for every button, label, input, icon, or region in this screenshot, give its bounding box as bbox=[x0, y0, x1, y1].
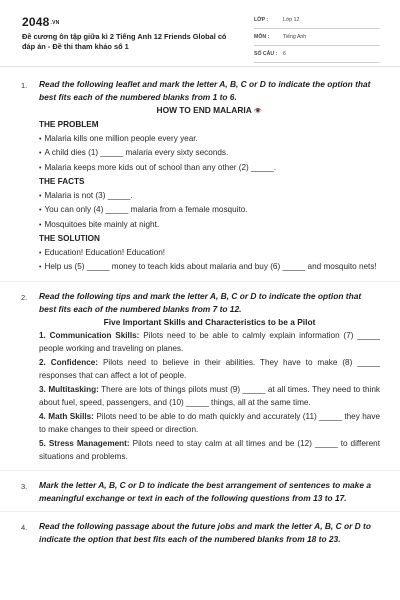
question-4 bbox=[0, 520, 400, 546]
tip-label: 3. Multitasking: bbox=[39, 384, 99, 394]
questions bbox=[0, 78, 400, 546]
question-divider bbox=[0, 281, 400, 282]
list-item: • Education! Education! Education! bbox=[39, 246, 380, 261]
tip-label: 1. Communication Skills: bbox=[39, 330, 140, 340]
question-instruction: Mark the letter A, B, C or D to indicate the best arrangement of sentences to make a meaningful exchange or text in each of the following questions from 13 to 17. bbox=[39, 479, 371, 503]
header-divider bbox=[0, 66, 400, 67]
passage-title-text: HOW TO END MALARIA bbox=[156, 105, 252, 115]
question-instruction: Read the following leaflet and mark the letter A, B, C or D to indicate the option that best fits each of the numbered blanks from 1 to 6. bbox=[39, 79, 371, 102]
meta-value: Lớp 12 bbox=[283, 17, 300, 23]
question-1 bbox=[0, 78, 400, 275]
tip-label: 4. Math Skills: bbox=[39, 411, 94, 421]
tip-item bbox=[39, 410, 380, 437]
list-item: • A child dies (1) _____ malaria every sixty seconds. bbox=[39, 146, 380, 161]
question-number: 4. bbox=[21, 522, 28, 532]
meta-value: 6 bbox=[283, 51, 286, 57]
meta-label: SỐ CÂU : bbox=[254, 51, 278, 57]
meta-value: Tiếng Anh bbox=[283, 34, 307, 40]
question-2 bbox=[0, 290, 400, 464]
tip-item bbox=[39, 356, 380, 383]
list-item: • Malaria is not (3) _____. bbox=[39, 189, 380, 204]
question-divider bbox=[0, 511, 400, 512]
list-item: • Malaria kills one million people every year. bbox=[39, 132, 380, 147]
list-item: • Help us (5) _____ money to teach kids about malaria and buy (6) _____ and mosquito nets! bbox=[39, 260, 380, 275]
tip-text: Pilots need to be able to do math quickly and accurately (11) _____ they have to make changes to their speed or direction. bbox=[39, 411, 380, 434]
question-number: 3. bbox=[21, 481, 28, 491]
meta-row-subject bbox=[254, 32, 380, 46]
tip-item bbox=[39, 437, 380, 464]
logo-sub: .VN bbox=[50, 20, 60, 26]
list-item: • You can only (4) _____ malaria from a female mosquito. bbox=[39, 203, 380, 218]
meta-label: LỚP : bbox=[254, 17, 269, 23]
document-title: Đề cương ôn tập giữa kì 2 Tiếng Anh 12 Friends Global có đáp án - Đề thi tham khảo số 1 bbox=[22, 32, 227, 51]
list-item: • Malaria keeps more kids out of school than any other (2) _____. bbox=[39, 161, 380, 176]
section-heading: THE PROBLEM bbox=[39, 120, 99, 129]
question-3 bbox=[0, 479, 400, 505]
passage-title bbox=[39, 104, 380, 118]
meta-row-count bbox=[254, 49, 380, 63]
meta-label: MÔN : bbox=[254, 34, 270, 40]
meta-box bbox=[254, 15, 380, 66]
question-instruction: Read the following passage about the future jobs and mark the letter A, B, C or D to indicate the option that best fits each of the numbered blanks from 18 to 23. bbox=[39, 520, 371, 544]
list-item: • Mosquitoes bite mainly at night. bbox=[39, 218, 380, 233]
passage-title: Five Important Skills and Characteristics to be a Pilot bbox=[103, 316, 316, 327]
question-number: 1. bbox=[21, 81, 28, 90]
eye-emoji-icon: 👁️ bbox=[253, 108, 263, 115]
tip-text: Pilots need to be able to calmly explain information (7) _____ people working and traveling on planes. bbox=[39, 330, 380, 353]
question-instruction: Read the following tips and mark the letter A, B, C or D to indicate the option that best fits each of the numbered blanks from 7 to 12. bbox=[39, 290, 362, 314]
site-logo[interactable] bbox=[22, 15, 59, 29]
question-divider bbox=[0, 470, 400, 471]
tip-text: Pilots need to stay calm at all times and be (12) _____ to different situations and problems. bbox=[39, 438, 380, 461]
tip-item bbox=[39, 383, 380, 410]
meta-row-class bbox=[254, 15, 380, 29]
tip-text: There are lots of things pilots must (9) _____ at all times. They need to think about fuel, speed, passengers, and (10) _____ things, all at the same time. bbox=[39, 384, 380, 407]
section-heading: THE FACTS bbox=[39, 177, 85, 186]
document-header bbox=[0, 0, 400, 64]
tip-label: 5. Stress Management: bbox=[39, 438, 130, 448]
section-heading: THE SOLUTION bbox=[39, 234, 100, 243]
tip-item bbox=[39, 329, 380, 356]
tip-text: Pilots need to believe in their abilities. They have to make (8) _____ responses that can affect a lot of people. bbox=[39, 357, 380, 380]
question-number: 2. bbox=[21, 292, 28, 302]
logo-main: 2048 bbox=[22, 15, 50, 29]
tip-label: 2. Confidence: bbox=[39, 357, 99, 367]
